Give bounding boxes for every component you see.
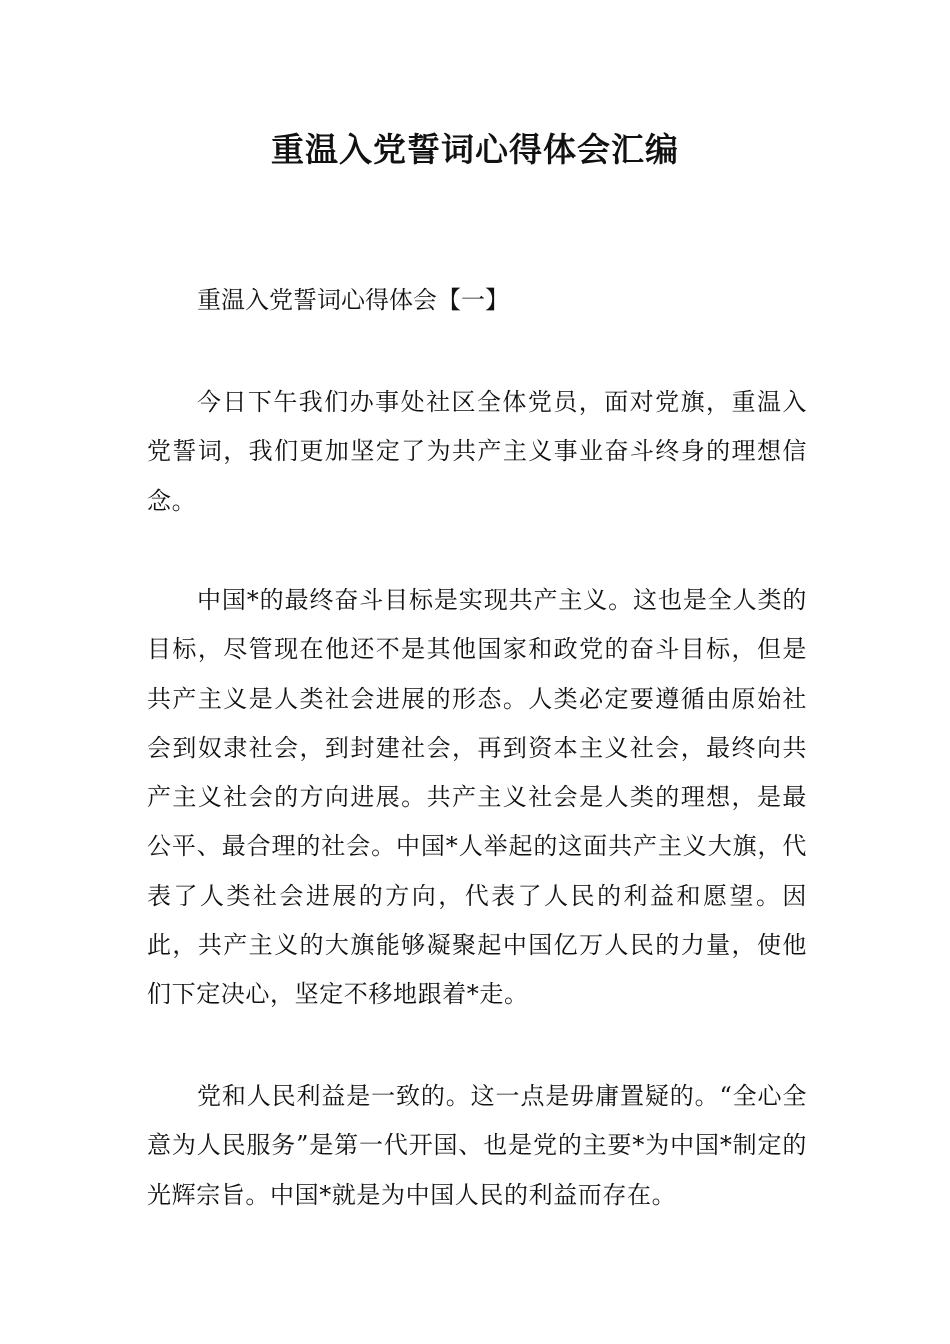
document-title: 重温入党誓词心得体会汇编 [271,130,679,169]
section-heading: 重温入党誓词心得体会【一】 [197,286,509,314]
paragraph-2: 中国*的最终奋斗目标是实现共产主义。这也是全人类的目标，尽管现在他还不是其他国家和政党的奋斗目标，但是共产主义是人类社会进展的形态。人类必定要遵循由原始社会到奴隶社会，到封建社会，再到资本主义社会，最终向共产主义社会的方向进展。共产主义社会是人类的理想，是最公平、最合理的社会。中国*人举起的这面共产主义大旗，代表了人类社会进展的方向，代表了人民的利益和愿望。因此，共产主义的大旗能够凝聚起中国亿万人民的力量，使他们下定决心，坚定不移地跟着*走。 [147,586,807,1009]
paragraph-3: 党和人民利益是一致的。这一点是毋庸置疑的。“全心全意为人民服务”是第一代开国、也是党的主要*为中国*制定的光辉宗旨。中国*就是为中国人民的利益而存在。 [147,1082,807,1209]
paragraph-1: 今日下午我们办事处社区全体党员，面对党旗，重温入党誓词，我们更加坚定了为共产主义事业奋斗终身的理想信念。 [147,388,807,515]
